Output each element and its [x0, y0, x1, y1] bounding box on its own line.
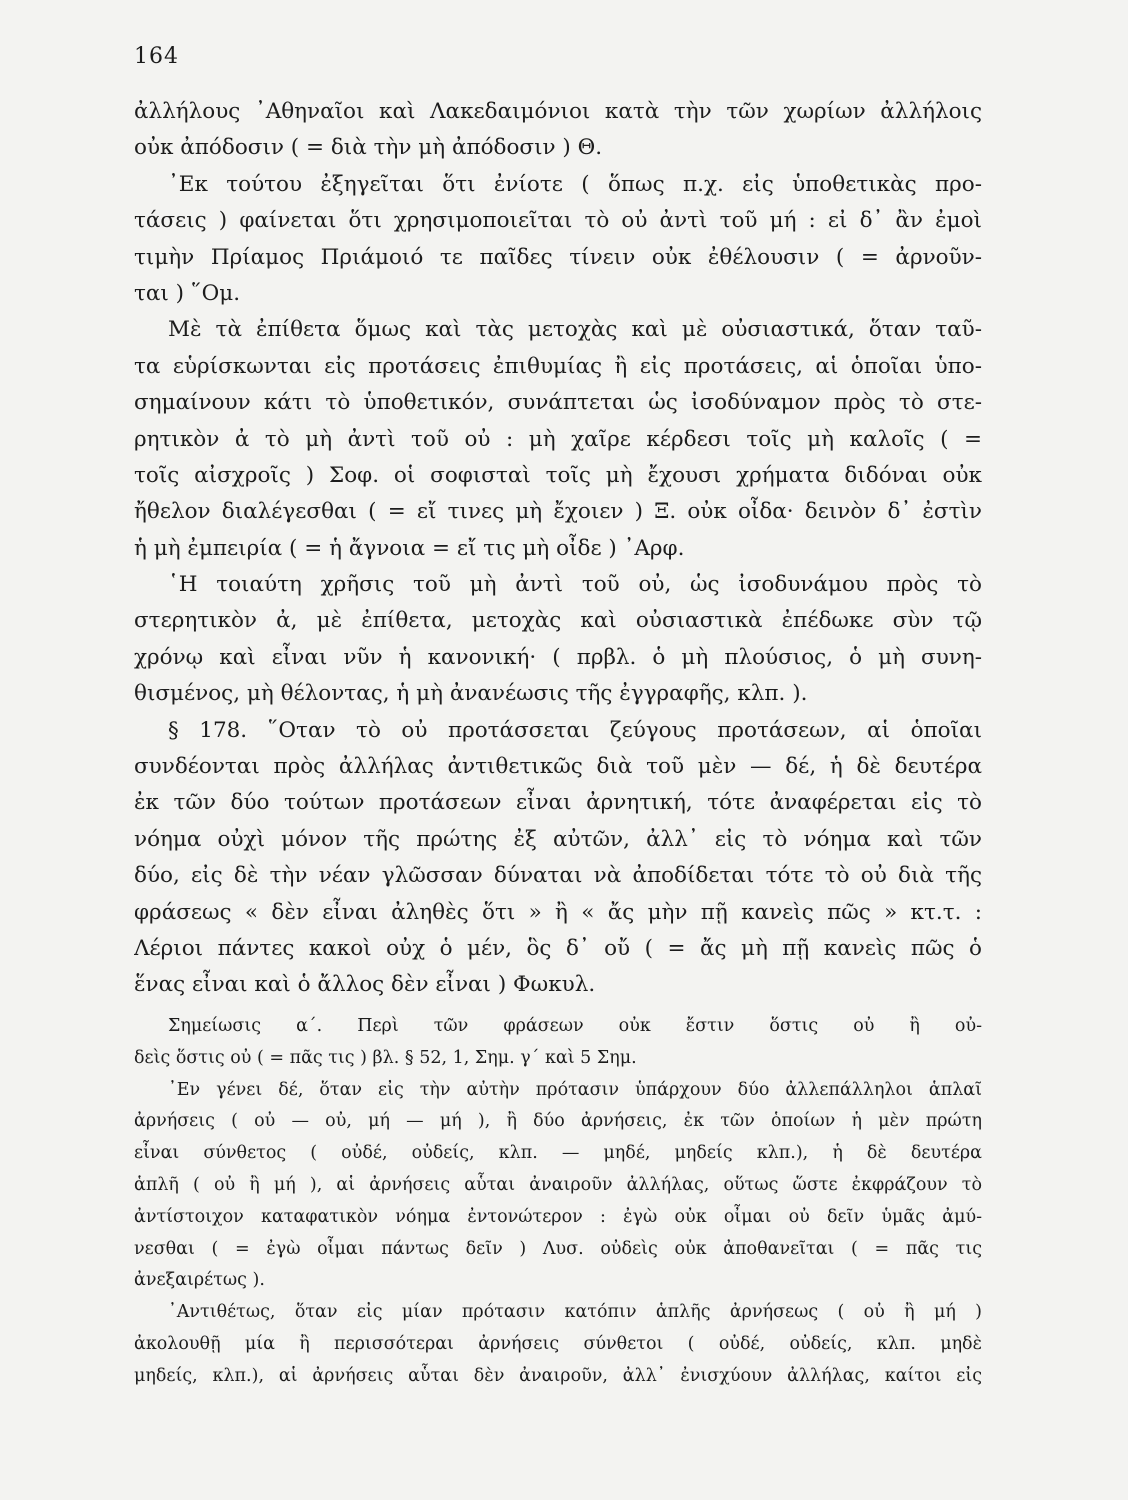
section-heading-line: § 178. ῞Οταν τὸ οὐ προτάσσεται ζεύγους προτάσεων, αἱ ὁποῖαι	[168, 717, 982, 743]
note-line: δεὶς ὅστις οὐ ( = πᾶς τις ) βλ. § 52, 1, Σημ. γ΄ καὶ 5 Σημ.	[134, 1047, 637, 1068]
note-line: νεσθαι ( = ἐγὼ οἶμαι πάντως δεῖν ) Λυσ. οὐδεὶς οὐκ ἀποθανεῖται ( = πᾶς τις	[134, 1238, 982, 1259]
text-line: τάσεις ) φαίνεται ὅτι χρησιμοποιεῖται τὸ οὐ ἀντὶ τοῦ μή : εἰ δ᾿ ἂν ἐμοὶ	[134, 208, 982, 234]
text-line: ἡ μὴ ἐμπειρία ( = ἡ ἄγνοια = εἴ τις μὴ οἶδε ) ᾿Αρφ.	[134, 535, 685, 561]
text-line: στερητικὸν ἀ, μὲ ἐπίθετα, μετοχὰς καὶ οὐσιαστικὰ ἐπέδωκε σὺν τῷ	[134, 608, 982, 634]
text-line: ἤθελον διαλέγεσθαι ( = εἴ τινες μὴ ἔχοιεν ) Ξ. οὐκ οἶδα· δεινὸν δ᾿ ἐστὶν	[134, 499, 982, 525]
text-line: θισμένος, μὴ θέλοντας, ἡ μὴ ἀνανέωσις τῆς ἐγγραφῆς, κλπ. ).	[134, 681, 808, 707]
text-line: Μὲ τὰ ἐπίθετα ὅμως καὶ τὰς μετοχὰς καὶ μὲ οὐσιαστικά, ὅταν ταῦ-	[168, 317, 982, 343]
text-line: τιμὴν Πρίαμος Πριάμοιό τε παῖδες τίνειν οὐκ ἐθέλουσιν ( = ἀρνοῦν-	[134, 244, 982, 270]
text-line: ᾿Εκ τούτου ἐξηγεῖται ὅτι ἐνίοτε ( ὅπως π.χ. εἰς ὑποθετικὰς προ-	[168, 171, 982, 197]
text-line: ῾Η τοιαύτη χρῆσις τοῦ μὴ ἀντὶ τοῦ οὐ, ὡς ἰσοδυνάμου πρὸς τὸ	[168, 572, 982, 598]
note-line: ᾿Εν γένει δέ, ὅταν εἰς τὴν αὐτὴν πρότασιν ὑπάρχουν δύο ἀλλεπάλληλοι ἁπλαῖ	[168, 1079, 982, 1100]
text-line: σημαίνουν κάτι τὸ ὑποθετικόν, συνάπτεται ὡς ἰσοδύναμον πρὸς τὸ στε-	[134, 390, 982, 416]
main-text	[134, 94, 982, 1004]
text-line: τα εὑρίσκωνται εἰς προτάσεις ἐπιθυμίας ἢ εἰς προτάσεις, αἱ ὁποῖαι ὑπο-	[134, 353, 982, 379]
note-line: εἶναι σύνθετος ( οὐδέ, οὐδείς, κλπ. — μηδέ, μηδείς κλπ.), ἡ δὲ δευτέρα	[134, 1143, 982, 1164]
text-line: ρητικὸν ἀ τὸ μὴ ἀντὶ τοῦ οὐ : μὴ χαῖρε κέρδεσι τοῖς μὴ καλοῖς ( =	[134, 426, 982, 452]
text-line: συνδέονται πρὸς ἀλλήλας ἀντιθετικῶς διὰ τοῦ μὲν — δέ, ἡ δὲ δευτέρα	[134, 754, 982, 780]
text-line: οὐκ ἀπόδοσιν ( = διὰ τὴν μὴ ἀπόδοσιν ) Θ.	[134, 135, 603, 161]
note-line: Σημείωσις α΄. Περὶ τῶν φράσεων οὐκ ἔστιν ὅστις οὐ ἢ οὐ-	[168, 1016, 982, 1036]
text-line: νόημα οὐχὶ μόνον τῆς πρώτης ἐξ αὐτῶν, ἀλλ᾿ εἰς τὸ νόημα καὶ τῶν	[134, 826, 982, 852]
text-line: ἐκ τῶν δύο τούτων προτάσεων εἶναι ἀρνητική, τότε ἀναφέρεται εἰς τὸ	[134, 790, 982, 816]
note-line: ἁπλῆ ( οὐ ἢ μή ), αἱ ἀρνήσεις αὗται ἀναιροῦν ἀλλήλας, οὕτως ὥστε ἐκφράζουν τὸ	[134, 1174, 982, 1195]
note-line: ἀντίστοιχον καταφατικὸν νόημα ἐντονώτερον : ἐγὼ οὐκ οἶμαι οὐ δεῖν ὑμᾶς ἀμύ-	[134, 1206, 982, 1227]
note-line: ἀκολουθῇ μία ἢ περισσότεραι ἀρνήσεις σύνθετοι ( οὐδέ, οὐδείς, κλπ. μηδὲ	[134, 1333, 982, 1354]
text-line: χρόνῳ καὶ εἶναι νῦν ἡ κανονική· ( πρβλ. ὁ μὴ πλούσιος, ὁ μὴ συνη-	[134, 644, 982, 670]
text-line: ται ) ῞Ομ.	[134, 280, 241, 306]
text-line: τοῖς αἰσχροῖς ) Σοφ. οἱ σοφισταὶ τοῖς μὴ ἔχουσι χρήματα διδόναι οὐκ	[134, 462, 982, 488]
note-line: ἀνεξαιρέτως ).	[134, 1270, 265, 1291]
note-line: ᾿Αντιθέτως, ὅταν εἰς μίαν πρότασιν κατόπιν ἁπλῆς ἀρνήσεως ( οὐ ἢ μή )	[168, 1302, 982, 1323]
text-line: δύο, εἰς δὲ τὴν νέαν γλῶσσαν δύναται νὰ ἀποδίδεται τότε τὸ οὐ διὰ τῆς	[134, 863, 982, 889]
note-line: ἀρνήσεις ( οὐ — οὐ, μή — μή ), ἢ δύο ἀρνήσεις, ἐκ τῶν ὁποίων ἡ μὲν πρώτη	[134, 1111, 982, 1132]
text-line: φράσεως « δὲν εἶναι ἀληθὲς ὅτι » ἢ « ἄς μὴν πῇ κανεὶς πῶς » κτ.τ. :	[134, 899, 982, 925]
note-line: μηδείς, κλπ.), αἱ ἀρνήσεις αὗται δὲν ἀναιροῦν, ἀλλ᾿ ἐνισχύουν ἀλλήλας, καίτοι εἰς	[134, 1365, 982, 1386]
footnote-block	[134, 1011, 982, 1393]
text-line: Λέριοι πάντες κακοὶ οὐχ ὁ μέν, ὃς δ᾿ οὔ ( = ἄς μὴ πῇ κανεὶς πῶς ὁ	[134, 935, 982, 961]
page-number: 164	[134, 44, 179, 69]
text-line: ἕνας εἶναι καὶ ὁ ἄλλος δὲν εἶναι ) Φωκυλ.	[134, 972, 596, 998]
text-line: ἀλλήλους ᾿Αθηναῖοι καὶ Λακεδαιμόνιοι κατὰ τὴν τῶν χωρίων ἀλλήλοις	[134, 99, 982, 124]
